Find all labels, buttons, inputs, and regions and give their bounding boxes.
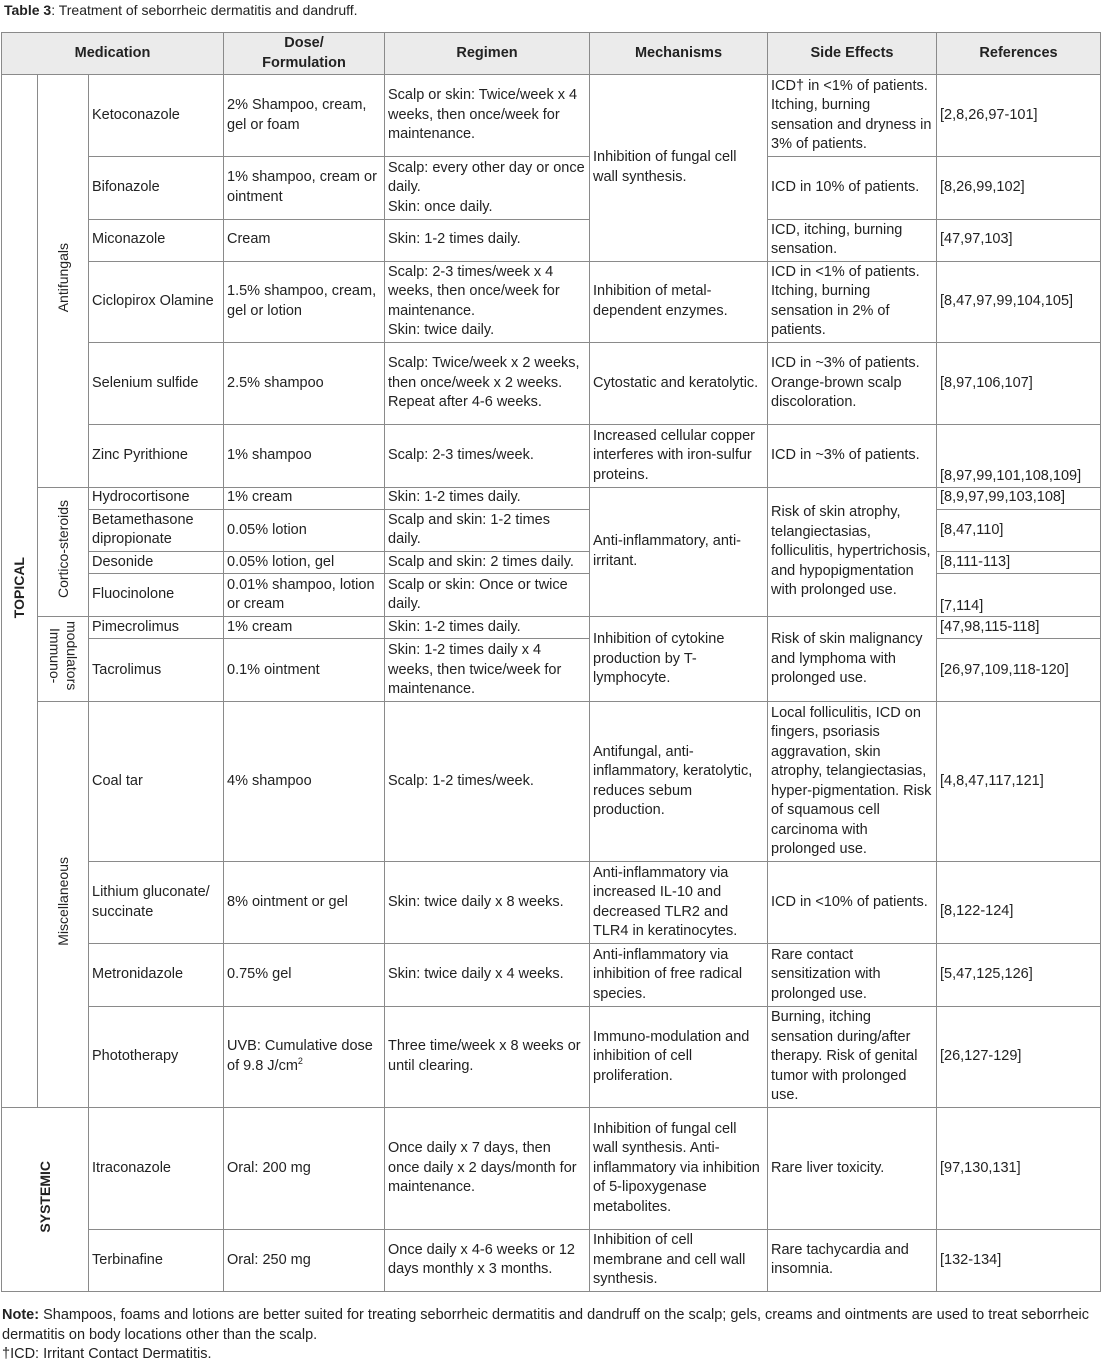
regimen-cell: Scalp: every other day or once daily. Skin: once daily. <box>385 157 590 219</box>
medication-name: Terbinafine <box>89 1229 224 1291</box>
references-cell: [26,127-129] <box>937 1006 1101 1107</box>
mechanism-cell: Antifungal, anti-inflammatory, keratolytic, reduces sebum production. <box>590 702 768 862</box>
dose-cell: Cream <box>224 219 385 261</box>
mechanism-cell: Inhibition of fungal cell wall synthesis. <box>590 75 768 262</box>
table-title: : Treatment of seborrheic dermatitis and dandruff. <box>51 2 358 18</box>
dose-cell: 2.5% shampoo <box>224 343 385 425</box>
dose-cell: 1.5% shampoo, cream, gel or lotion <box>224 261 385 342</box>
references-cell: [47,97,103] <box>937 219 1101 261</box>
dose-cell: 0.75% gel <box>224 944 385 1006</box>
table-row <box>2 219 1101 261</box>
table-row <box>2 617 1101 639</box>
subgroup-miscellaneous: Miscellaneous <box>38 702 89 1108</box>
mechanism-cell: Inhibition of metal-dependent enzymes. <box>590 261 768 342</box>
table-row <box>2 1006 1101 1107</box>
references-cell: [5,47,125,126] <box>937 944 1101 1006</box>
medication-name: Hydrocortisone <box>89 487 224 509</box>
regimen-cell: Three time/week x 8 weeks or until clearing. <box>385 1006 590 1107</box>
header-mechanisms: Mechanisms <box>590 33 768 75</box>
subgroup-immunomodulators: Immuno- modulators <box>38 617 89 702</box>
references-cell: [8,26,99,102] <box>937 157 1101 219</box>
medication-name: Desonide <box>89 551 224 573</box>
medication-name: Selenium sulfide <box>89 343 224 425</box>
table-row <box>2 551 1101 573</box>
regimen-cell: Skin: twice daily x 8 weeks. <box>385 862 590 944</box>
mechanism-cell: Anti-inflammatory, anti-irritant. <box>590 487 768 617</box>
header-side-effects: Side Effects <box>768 33 937 75</box>
note-text: Shampoos, foams and lotions are better suited for treating seborrheic dermatitis and dandruff on the scalp; gels, creams and ointments are used to treat seborrheic dermatitis on body locations other than the scalp. <box>2 1307 1090 1343</box>
treatment-table <box>1 32 1101 1292</box>
dose-cell: Oral: 250 mg <box>224 1229 385 1291</box>
mechanism-cell: Anti-inflammatory via inhibition of free radical species. <box>590 944 768 1006</box>
dose-cell: 4% shampoo <box>224 702 385 862</box>
regimen-cell: Skin: 1-2 times daily. <box>385 617 590 639</box>
side-effects-cell: ICD in <1% of patients. Itching, burning sensation in 2% of patients. <box>768 261 937 342</box>
medication-name: Lithium gluconate/ succinate <box>89 862 224 944</box>
table-row <box>2 1108 1101 1229</box>
references-cell: [97,130,131] <box>937 1108 1101 1229</box>
side-effects-cell: ICD in <10% of patients. <box>768 862 937 944</box>
references-cell: [8,97,106,107] <box>937 343 1101 425</box>
regimen-cell: Scalp or skin: Once or twice daily. <box>385 573 590 616</box>
table-row <box>2 944 1101 1006</box>
dose-cell: 8% ointment or gel <box>224 862 385 944</box>
regimen-cell: Scalp and skin: 1-2 times daily. <box>385 509 590 551</box>
header-references: References <box>937 33 1101 75</box>
references-cell: [8,9,97,99,103,108] <box>937 487 1101 509</box>
references-cell: [8,97,99,101,108,109] <box>937 425 1101 487</box>
mechanism-cell: Inhibition of cytokine production by T-lymphocyte. <box>590 617 768 702</box>
table-row <box>2 509 1101 551</box>
table-row <box>2 862 1101 944</box>
dose-cell: 0.1% ointment <box>224 639 385 702</box>
medication-name: Fluocinolone <box>89 573 224 616</box>
header-row <box>2 33 1101 75</box>
regimen-cell: Skin: 1-2 times daily x 4 weeks, then twice/week for maintenance. <box>385 639 590 702</box>
medication-name: Bifonazole <box>89 157 224 219</box>
medication-name: Itraconazole <box>89 1108 224 1229</box>
table-row <box>2 639 1101 702</box>
dose-cell: UVB: Cumulative dose of 9.8 $J/cm^2$ <box>224 1006 385 1107</box>
regimen-cell: Skin: 1-2 times daily. <box>385 219 590 261</box>
medication-name: Coal tar <box>89 702 224 862</box>
side-effects-cell: ICD in ~3% of patients. <box>768 425 937 487</box>
mechanism-cell: Increased cellular copper interferes with iron-sulfur proteins. <box>590 425 768 487</box>
table-row <box>2 425 1101 487</box>
references-cell: [26,97,109,118-120] <box>937 639 1101 702</box>
medication-name: Zinc Pyrithione <box>89 425 224 487</box>
header-regimen: Regimen <box>385 33 590 75</box>
medication-name: Ciclopirox Olamine <box>89 261 224 342</box>
regimen-cell: Scalp: 2-3 times/week. <box>385 425 590 487</box>
medication-name: Miconazole <box>89 219 224 261</box>
mechanism-cell: Cytostatic and keratolytic. <box>590 343 768 425</box>
group-topical: TOPICAL <box>2 75 38 1108</box>
regimen-cell: Scalp: 2-3 times/week x 4 weeks, then once/week for maintenance. Skin: twice daily. <box>385 261 590 342</box>
medication-name: Ketoconazole <box>89 75 224 157</box>
references-cell: [47,98,115-118] <box>937 617 1101 639</box>
regimen-cell: Scalp: 1-2 times/week. <box>385 702 590 862</box>
dose-cell: 1% shampoo <box>224 425 385 487</box>
table-row <box>2 573 1101 616</box>
regimen-cell: Scalp or skin: Twice/week x 4 weeks, then once/week for maintenance. <box>385 75 590 157</box>
table-row <box>2 343 1101 425</box>
side-effects-cell: Risk of skin malignancy and lymphoma with prolonged use. <box>768 617 937 702</box>
side-effects-cell: Risk of skin atrophy, telangiectasias, folliculitis, hypertrichosis, and hypopigmentation with prolonged use. <box>768 487 937 617</box>
dose-cell: 0.05% lotion, gel <box>224 551 385 573</box>
references-cell: [2,8,26,97-101] <box>937 75 1101 157</box>
dose-cell: 0.05% lotion <box>224 509 385 551</box>
table-caption <box>4 2 358 18</box>
side-effects-cell: Rare tachycardia and insomnia. <box>768 1229 937 1291</box>
side-effects-cell: Rare liver toxicity. <box>768 1108 937 1229</box>
dose-cell: 1% cream <box>224 487 385 509</box>
regimen-cell: Skin: twice daily x 4 weeks. <box>385 944 590 1006</box>
table-row <box>2 702 1101 862</box>
medication-name: Tacrolimus <box>89 639 224 702</box>
medication-name: Pimecrolimus <box>89 617 224 639</box>
mechanism-cell: Inhibition of cell membrane and cell wall synthesis. <box>590 1229 768 1291</box>
references-cell: [8,111-113] <box>937 551 1101 573</box>
references-cell: [7,114] <box>937 573 1101 616</box>
references-cell: [4,8,47,117,121] <box>937 702 1101 862</box>
references-cell: [8,47,97,99,104,105] <box>937 261 1101 342</box>
subgroup-antifungals: Antifungals <box>38 75 89 488</box>
side-effects-cell: Rare contact sensitization with prolonged use. <box>768 944 937 1006</box>
side-effects-cell: ICD, itching, burning sensation. <box>768 219 937 261</box>
side-effects-cell: Local folliculitis, ICD on fingers, psoriasis aggravation, skin atrophy, telangiectasias, hyper-pigmentation. Risk of squamous cell carcinoma with prolonged use. <box>768 702 937 862</box>
regimen-cell: Once daily x 4-6 weeks or 12 days monthly x 3 months. <box>385 1229 590 1291</box>
group-systemic: SYSTEMIC <box>2 1108 89 1292</box>
dose-cell: 1% shampoo, cream or ointment <box>224 157 385 219</box>
side-effects-cell: ICD† in <1% of patients. Itching, burning sensation and dryness in 3% of patients. <box>768 75 937 157</box>
references-cell: [8,122-124] <box>937 862 1101 944</box>
table-row <box>2 261 1101 342</box>
medication-name: Betamethasone dipropionate <box>89 509 224 551</box>
dose-cell: 1% cream <box>224 617 385 639</box>
references-cell: [132-134] <box>937 1229 1101 1291</box>
table-row <box>2 157 1101 219</box>
regimen-cell: Scalp and skin: 2 times daily. <box>385 551 590 573</box>
table-label: Table 3 <box>4 2 52 18</box>
note-paragraph <box>2 1306 1102 1345</box>
header-dose: Dose/ Formulation <box>224 33 385 75</box>
side-effects-cell: ICD in 10% of patients. <box>768 157 937 219</box>
regimen-cell: Once daily x 7 days, then once daily x 2 days/month for maintenance. <box>385 1108 590 1229</box>
table-row <box>2 1229 1101 1291</box>
note-label: Note: <box>2 1307 40 1323</box>
table-row <box>2 487 1101 509</box>
side-effects-cell: ICD in ~3% of patients. Orange-brown scalp discoloration. <box>768 343 937 425</box>
table-notes <box>2 1306 1102 1365</box>
side-effects-cell: Burning, itching sensation during/after therapy. Risk of genital tumor with prolonged use. <box>768 1006 937 1107</box>
subgroup-corticosteroids: Cortico-steroids <box>38 487 89 617</box>
dose-cell: Oral: 200 mg <box>224 1108 385 1229</box>
mechanism-cell: Anti-inflammatory via increased IL-10 and decreased TLR2 and TLR4 in keratinocytes. <box>590 862 768 944</box>
mechanism-cell: Immuno-modulation and inhibition of cell proliferation. <box>590 1006 768 1107</box>
references-cell: [8,47,110] <box>937 509 1101 551</box>
header-medication: Medication <box>2 33 224 75</box>
medication-name: Phototherapy <box>89 1006 224 1107</box>
table-row <box>2 75 1101 157</box>
mechanism-cell: Inhibition of fungal cell wall synthesis. Anti-inflammatory via inhibition of 5-lipoxygenase metabolites. <box>590 1108 768 1229</box>
regimen-cell: Skin: 1-2 times daily. <box>385 487 590 509</box>
dose-cell: 2% Shampoo, cream, gel or foam <box>224 75 385 157</box>
footnote: †ICD: Irritant Contact Dermatitis. <box>2 1346 212 1362</box>
medication-name: Metronidazole <box>89 944 224 1006</box>
dose-cell: 0.01% shampoo, lotion or cream <box>224 573 385 616</box>
regimen-cell: Scalp: Twice/week x 2 weeks, then once/week x 2 weeks. Repeat after 4-6 weeks. <box>385 343 590 425</box>
